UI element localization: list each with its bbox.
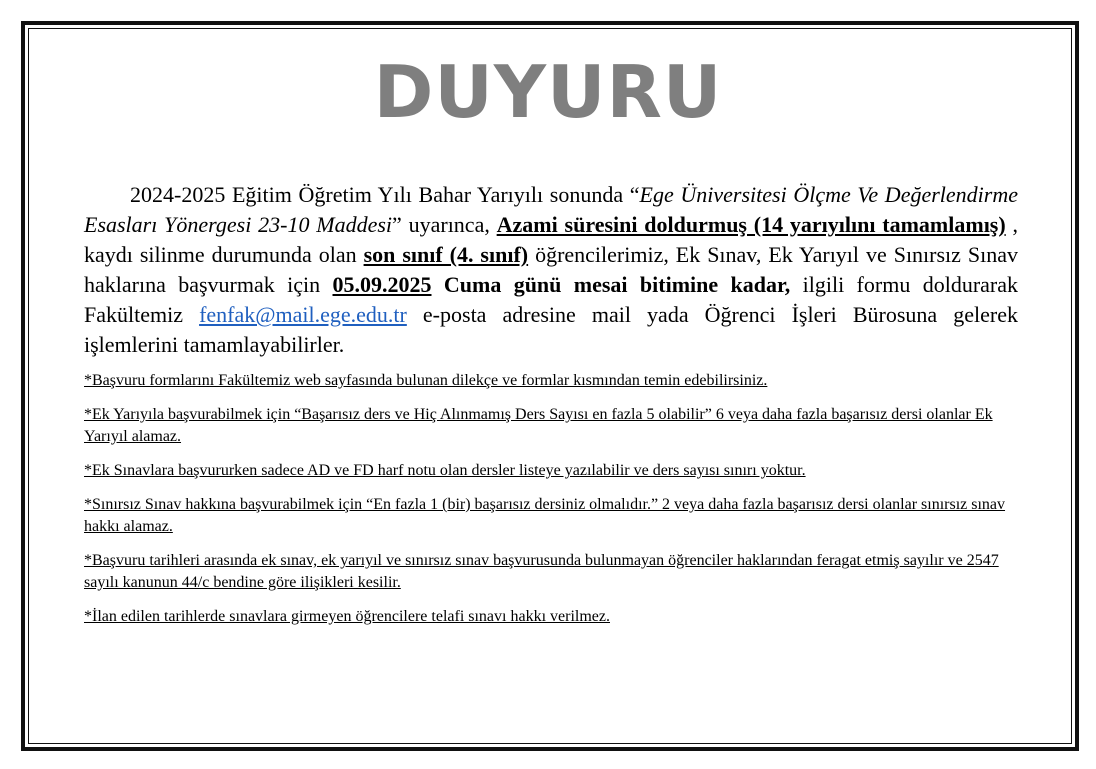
notes-list — [84, 370, 1018, 628]
announcement-body — [84, 180, 1018, 640]
deadline-date: 05.09.2025 — [332, 272, 432, 297]
text-form: ilgili formu doldurarak Fakültemiz — [84, 272, 1018, 327]
text-closing: e-posta adresine mail yada Öğrenci İşleri Bürosuna gelerek işlemlerini tamamlayabilirler. — [84, 302, 1018, 357]
note-item: *Ek Yarıyıla başvurabilmek için “Başarısız ders ve Hiç Alınmamış Ders Sayısı en fazla 5 olabilir” 6 veya daha fazla başarısız dersi olanlar Ek Yarıyıl alamaz. — [84, 406, 993, 445]
note-item: *Başvuru tarihleri arasında ek sınav, ek yarıyıl ve sınırsız sınav başvurusunda bulunmayan öğrenciler haklarından feragat etmiş sayılır ve 2547 sayılı kanunun 44/c bendine göre ilişikleri kesilir. — [84, 552, 999, 591]
note-item: *Başvuru formlarını Fakültemiz web sayfasında bulunan dilekçe ve formlar kısmından temin edebilirsiniz. — [84, 372, 768, 389]
text-rights: öğrencilerimiz, Ek Sınav, Ek Yarıyıl ve Sınırsız Sınav haklarına başvurmak için — [84, 242, 1019, 297]
note-item: *Ek Sınavlara başvururken sadece AD ve FD harf notu olan dersler listeye yazılabilir ve ders sayısı sınırı yoktur. — [84, 462, 806, 479]
text-intro: 2024-2025 Eğitim Öğretim Yılı Bahar Yarıyılı sonunda “ — [130, 182, 640, 207]
main-paragraph — [84, 180, 1018, 360]
regulation-name: Ege Üniversitesi Ölçme Ve Değerlendirme Esasları Yönergesi 23-10 Maddesi — [84, 182, 1018, 237]
text-status: , kaydı silinme durumunda olan — [84, 212, 1019, 267]
note-item: *İlan edilen tarihlerde sınavlara girmeyen öğrencilere telafi sınavı hakkı verilmez. — [84, 608, 610, 625]
deadline-text: Cuma günü mesai bitimine kadar, — [431, 272, 791, 297]
announcement-title: DUYURU — [373, 50, 723, 134]
final-year-highlight: son sınıf (4. sınıf) — [363, 242, 529, 267]
email-link[interactable]: fenfak@mail.ege.edu.tr — [199, 302, 407, 327]
max-duration-highlight: Azami süresini doldurmuş (14 yarıyılını tamamlamış) — [496, 212, 1006, 237]
note-item: *Sınırsız Sınav hakkına başvurabilmek için “En fazla 1 (bir) başarısız dersiniz olmalıdır.” 2 veya daha fazla başarısız dersi olanlar sınırsız sınav hakkı alamaz. — [84, 496, 1006, 535]
text-pursuant: ” uyarınca, — [392, 212, 497, 237]
